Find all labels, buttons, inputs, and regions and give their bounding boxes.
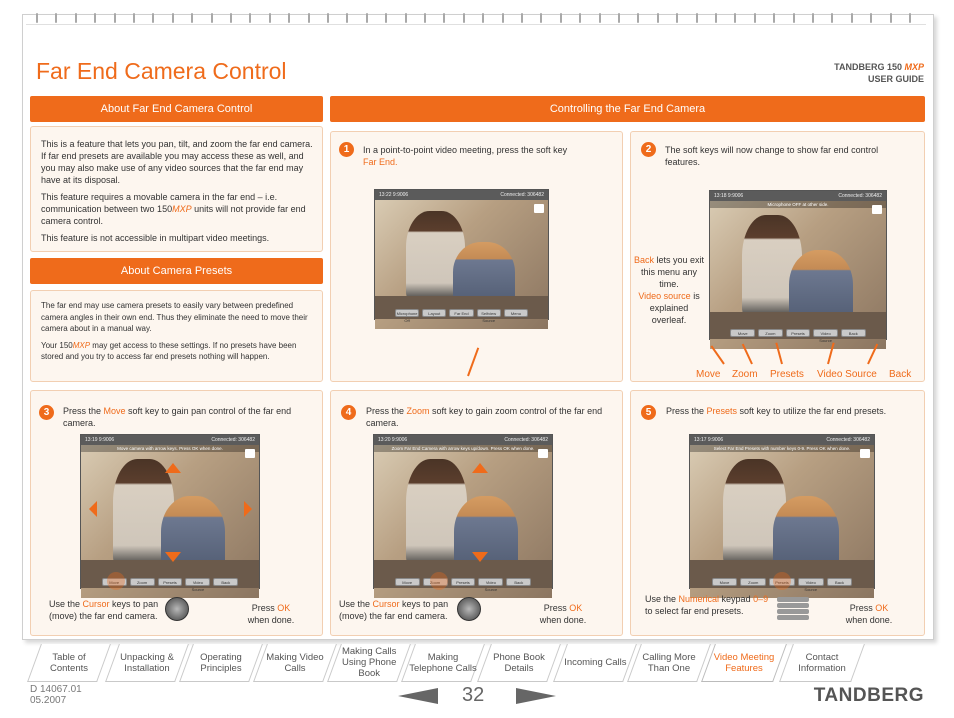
step4-use-post: keys to pan (move) the far end camera.: [339, 599, 449, 621]
screen-time: 13:20 9:9006: [378, 437, 408, 443]
soft-key-zoom[interactable]: Zoom: [740, 578, 766, 586]
soft-key-zoom[interactable]: Zoom: [758, 329, 783, 337]
spiral-ring: [211, 13, 213, 23]
cursor-pad-icon: [457, 597, 481, 621]
spiral-ring: [249, 13, 251, 23]
step3-panel: [30, 390, 323, 636]
cursor-pad-icon: [165, 597, 189, 621]
spiral-ring: [657, 13, 659, 23]
step3-screen: [80, 434, 260, 592]
document-id: [30, 684, 82, 706]
screen-message: Zoom Far End Camera with arrow keys up/down. Press OK when done.: [374, 445, 552, 452]
step4-press-key: OK: [569, 603, 583, 613]
spiral-ring: [890, 13, 892, 23]
soft-key-video-source[interactable]: Video Source: [813, 329, 838, 337]
spiral-ring: [715, 13, 717, 23]
controlling-heading: Controlling the Far End Camera: [330, 96, 925, 122]
video-source-key-text: is explained overleaf.: [649, 291, 700, 325]
tab-label: Calling More Than One: [642, 651, 696, 674]
highlight-presets-key: [773, 572, 791, 590]
spiral-ring: [269, 13, 271, 23]
brand-label: [834, 61, 924, 85]
camera-icon: [872, 205, 882, 214]
step5-pre: Press the: [666, 406, 707, 416]
brand-guide: USER GUIDE: [867, 74, 924, 84]
step3-use-key: Cursor: [82, 599, 110, 609]
spiral-ring: [502, 13, 504, 23]
tab-table-of-contents[interactable]: [27, 644, 111, 682]
soft-key-presets[interactable]: Presets: [769, 578, 795, 586]
step3-press-text: [231, 602, 311, 626]
step5-press-text: [829, 602, 909, 626]
spiral-ring: [812, 13, 814, 23]
spiral-ring: [346, 13, 348, 23]
step4-pre: Press the: [366, 406, 407, 416]
spiral-ring: [463, 13, 465, 23]
soft-keys: [710, 329, 886, 343]
caption-back: Back: [889, 369, 912, 380]
page-title: Far End Camera Control: [36, 58, 287, 84]
step3-use-text: [49, 598, 159, 622]
soft-key-3[interactable]: Far End: [449, 309, 473, 317]
caption-presets: Presets: [770, 369, 804, 380]
arrow-up-icon: [165, 463, 181, 473]
highlight-move-key: [107, 572, 125, 590]
about-fecc-p2-mxp: MXP: [172, 204, 192, 214]
soft-key-video-source[interactable]: Video Source: [798, 578, 824, 586]
soft-key-1[interactable]: Microphone Off: [396, 311, 418, 323]
screen-message: Microphone OFF at other side.: [710, 201, 886, 208]
page-number: 32: [462, 684, 485, 706]
spiral-ring: [443, 13, 445, 23]
spiral-ring: [540, 13, 542, 23]
soft-key-zoom[interactable]: Zoom: [130, 578, 155, 586]
spiral-ring: [75, 13, 77, 23]
chapter-tabs: [20, 644, 940, 684]
spiral-ring: [676, 13, 678, 23]
spiral-ring: [152, 13, 154, 23]
pointer-arrow: [467, 347, 479, 376]
step3-pre: Press the: [63, 406, 104, 416]
step3-number: 3: [39, 405, 54, 420]
brand-mxp: MXP: [904, 62, 924, 72]
camera-icon: [860, 449, 870, 458]
step3-post: soft key to gain pan control of the far end camera.: [63, 406, 292, 428]
tab-contact-information[interactable]: [779, 644, 865, 682]
soft-key-back[interactable]: Back: [827, 578, 853, 586]
spiral-ring: [851, 13, 853, 23]
tab-unpacking-installation[interactable]: [105, 644, 189, 682]
soft-keys: [375, 309, 548, 323]
step5-use-key: Numerical: [678, 594, 720, 604]
spiral-ring: [36, 13, 38, 23]
arrow-up-icon: [472, 463, 488, 473]
soft-key-move[interactable]: Move: [712, 578, 738, 586]
camera-icon: [245, 449, 255, 458]
step1-screen: [374, 189, 549, 323]
about-presets-p1: The far end may use camera presets to easily vary between predefined camera angles in their own end. Thus they eliminate the need to move their camera about in a manual way.: [41, 301, 308, 333]
highlight-zoom-key: [430, 572, 448, 590]
about-presets-panel: [30, 290, 323, 382]
spiral-ring: [191, 13, 193, 23]
soft-key-video-source[interactable]: Video Source: [478, 578, 503, 586]
spiral-ring: [424, 13, 426, 23]
step4-use-key: Cursor: [372, 599, 400, 609]
spiral-ring: [754, 13, 756, 23]
tab-incoming-calls[interactable]: [553, 644, 637, 682]
step3-use-post: keys to pan (move) the far end camera.: [49, 599, 159, 621]
screen-time: 13:22 9:9006: [379, 192, 409, 198]
screen-message: Move camera with arrow keys. Press OK when done.: [81, 445, 259, 452]
caption-move: Move: [696, 369, 721, 380]
camera-icon: [534, 204, 544, 213]
step4-panel: [330, 390, 623, 636]
step1-key: Far End.: [363, 157, 398, 167]
step2-panel: [630, 131, 925, 382]
about-fecc-heading: About Far End Camera Control: [30, 96, 323, 122]
soft-key-5[interactable]: Menu: [504, 309, 528, 317]
doc-number: D 14067.01: [30, 684, 82, 695]
spiral-ring: [773, 13, 775, 23]
step4-screen: [373, 434, 553, 592]
soft-key-zoom[interactable]: Zoom: [423, 578, 448, 586]
about-presets-p2-b: may get access to these settings. If no presets have been stored and you try to access far end presets nothing will happen.: [41, 340, 297, 361]
screen-time: 13:18 9:9006: [714, 193, 744, 199]
spiral-ring: [637, 13, 639, 23]
step1-number: 1: [339, 142, 354, 157]
soft-key-back[interactable]: Back: [841, 329, 866, 337]
step4-number: 4: [341, 405, 356, 420]
tandberg-logo: TANDBERG: [813, 685, 924, 706]
back-key-label: Back: [633, 255, 654, 265]
soft-key-video-source[interactable]: Video Source: [185, 578, 210, 586]
tab-label: Unpacking & Installation: [120, 651, 175, 674]
keypad-icon: [777, 597, 809, 621]
step2-text: The soft keys will now change to show far end control features.: [665, 145, 879, 167]
step3-use-pre: Use the: [49, 599, 83, 609]
soft-key-back[interactable]: Back: [506, 578, 531, 586]
spiral-ring: [308, 13, 310, 23]
about-fecc-p2: [41, 191, 314, 227]
step4-text: [366, 405, 616, 429]
arrow-down-icon: [165, 552, 181, 562]
video-source-key-label: Video source: [638, 291, 691, 301]
caption-zoom: Zoom: [732, 369, 758, 380]
step4-post: soft key to gain zoom control of the far end camera.: [366, 406, 603, 428]
step5-press-post: when done.: [845, 615, 893, 625]
soft-key-move[interactable]: Move: [395, 578, 420, 586]
step5-press-key: OK: [875, 603, 889, 613]
caption-video-source: Video Source: [817, 369, 877, 380]
screen-status-bar: [81, 435, 259, 445]
soft-key-move[interactable]: Move: [102, 578, 127, 586]
tab-label: Making Calls Using Phone Book: [341, 646, 397, 679]
tab-label: Operating Principles: [200, 651, 243, 674]
step5-use-pre: Use the: [645, 594, 679, 604]
step3-press-key: OK: [277, 603, 291, 613]
screen-connection: Connected: 306482: [838, 193, 882, 199]
about-presets-p2-a: Your 150: [41, 340, 73, 350]
step2-number: 2: [641, 142, 656, 157]
step5-press-pre: Press: [849, 603, 876, 613]
about-fecc-p3: This feature is not accessible in multipart video meetings.: [41, 233, 270, 243]
spiral-ring: [94, 13, 96, 23]
tab-making-telephone-calls[interactable]: [401, 644, 485, 682]
tab-label: Contact Information: [798, 651, 846, 674]
step5-use-mid: keypad: [719, 594, 754, 604]
spiral-ring: [230, 13, 232, 23]
tab-label: Phone Book Details: [493, 651, 546, 674]
previous-page-arrow-icon[interactable]: [398, 688, 438, 704]
step5-screen: [689, 434, 875, 592]
tab-label: Table of Contents: [50, 651, 89, 674]
step5-use-text: [645, 593, 770, 617]
spiral-ring: [172, 13, 174, 23]
screen-status-bar: [710, 191, 886, 201]
tab-phone-book-details[interactable]: [477, 644, 561, 682]
soft-key-move[interactable]: Move: [730, 329, 755, 337]
step3-key: Move: [103, 406, 126, 416]
spiral-ring: [793, 13, 795, 23]
step5-use-key2: 0–9: [753, 594, 769, 604]
step1-text-main: In a point-to-point video meeting, press the soft key: [363, 145, 568, 155]
spiral-ring: [599, 13, 601, 23]
tab-making-video-calls[interactable]: [253, 644, 337, 682]
soft-key-back[interactable]: Back: [213, 578, 238, 586]
soft-key-presets[interactable]: Presets: [451, 578, 476, 586]
spiral-ring: [831, 13, 833, 23]
arrow-right-icon: [244, 501, 252, 517]
step4-use-pre: Use the: [339, 599, 373, 609]
step4-key: Zoom: [406, 406, 430, 416]
step2-screen: [709, 190, 887, 343]
tab-label: Making Video Calls: [266, 651, 324, 674]
spiral-ring: [385, 13, 387, 23]
doc-date: 05.2007: [30, 695, 67, 706]
about-fecc-panel: [30, 126, 323, 252]
soft-key-4[interactable]: Selfview Source: [477, 309, 501, 317]
spiral-ring: [288, 13, 290, 23]
tab-label: Making Telephone Calls: [409, 651, 477, 674]
arrow-left-icon: [89, 501, 97, 517]
step1-text: [363, 144, 613, 168]
screen-connection: Connected: 306482: [826, 437, 870, 443]
step5-panel: [630, 390, 925, 636]
about-presets-heading: About Camera Presets: [30, 258, 323, 284]
spiral-ring: [114, 13, 116, 23]
spiral-ring: [696, 13, 698, 23]
spiral-ring: [405, 13, 407, 23]
step5-use-post: to select far end presets.: [645, 606, 744, 616]
arrow-down-icon: [472, 552, 488, 562]
step3-press-pre: Press: [251, 603, 278, 613]
screen-time: 13:19 9:9006: [85, 437, 115, 443]
step3-text: [63, 405, 313, 429]
step3-press-post: when done.: [247, 615, 295, 625]
about-fecc-p2-b: units will not provide far end camera control.: [41, 204, 306, 226]
soft-key-2[interactable]: Layout: [422, 309, 446, 317]
spiral-ring: [482, 13, 484, 23]
tab-video-meeting-features[interactable]: [701, 644, 787, 682]
screen-connection: Connected: 306482: [211, 437, 255, 443]
tab-calling-more-than-one[interactable]: [627, 644, 711, 682]
tab-label: Incoming Calls: [564, 657, 627, 668]
step2-side-note: [633, 254, 705, 326]
screen-status-bar: [375, 190, 548, 200]
spiral-ring: [521, 13, 523, 23]
soft-key-presets[interactable]: Presets: [158, 578, 183, 586]
spiral-ring: [55, 13, 57, 23]
spiral-ring: [366, 13, 368, 23]
about-presets-p2-mxp: MXP: [72, 340, 91, 350]
brand-name: TANDBERG 150: [834, 62, 905, 72]
tab-operating-principles[interactable]: [179, 644, 263, 682]
screen-status-bar: [690, 435, 874, 445]
about-fecc-p1: This is a feature that lets you pan, tilt, and zoom the far end camera. If far end presets are available you may access these as well, and you may also make use of any video sources that the far end may have at its disposal.: [41, 139, 313, 185]
camera-icon: [538, 449, 548, 458]
spiral-ring: [327, 13, 329, 23]
about-presets-text: [41, 300, 316, 368]
spiral-ring: [870, 13, 872, 23]
step5-number: 5: [641, 405, 656, 420]
screen-time: 13:17 9:9006: [694, 437, 724, 443]
step4-press-pre: Press: [543, 603, 570, 613]
tab-label: Video Meeting Features: [713, 651, 775, 674]
about-fecc-p2-a: This feature requires a movable camera in the far end – i.e. communication between two 150: [41, 192, 278, 214]
step5-key: Presets: [706, 406, 738, 416]
step4-use-text: [339, 598, 449, 622]
soft-key-presets[interactable]: Presets: [786, 329, 811, 337]
back-key-text: lets you exit this menu any time.: [640, 255, 705, 289]
next-page-arrow-icon[interactable]: [516, 688, 556, 704]
about-fecc-text: [41, 138, 314, 249]
screen-connection: Connected: 306482: [500, 192, 544, 198]
screen-connection: Connected: 306482: [504, 437, 548, 443]
tab-making-calls-phone-book[interactable]: [327, 644, 411, 682]
spiral-ring: [909, 13, 911, 23]
spiral-ring: [579, 13, 581, 23]
soft-keys: [374, 578, 552, 592]
step5-post: soft key to utilize the far end presets.: [737, 406, 887, 416]
spiral-ring: [734, 13, 736, 23]
spiral-ring: [618, 13, 620, 23]
step5-text: [666, 405, 922, 417]
screen-status-bar: [374, 435, 552, 445]
step4-press-post: when done.: [539, 615, 587, 625]
spiral-line: [26, 24, 926, 25]
spiral-ring: [133, 13, 135, 23]
spiral-ring: [560, 13, 562, 23]
about-presets-p2: [41, 340, 316, 363]
step4-press-text: [523, 602, 603, 626]
step1-panel: [330, 131, 623, 382]
screen-message: Select Far End Presets with number keys 0-9. Press OK when done.: [690, 445, 874, 452]
